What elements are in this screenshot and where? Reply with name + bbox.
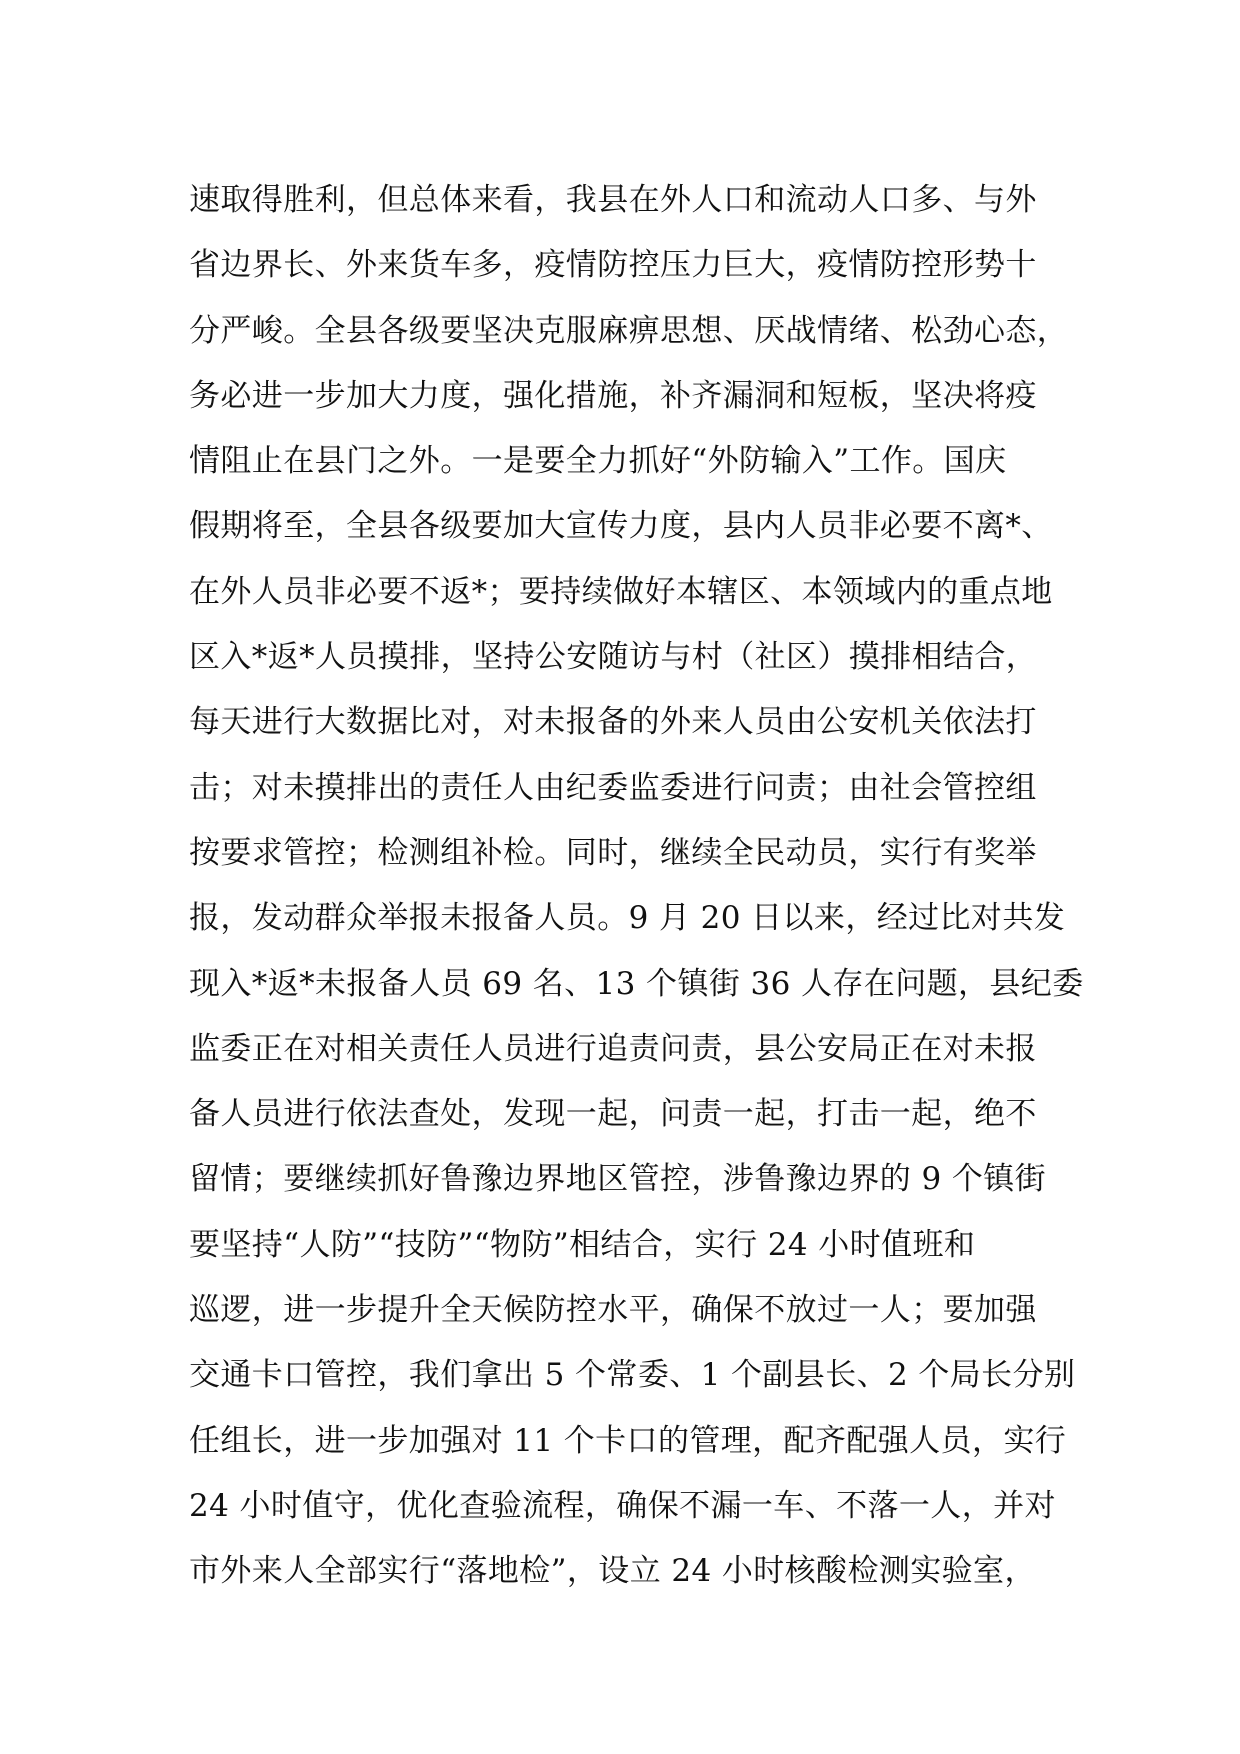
text-line-10: 击；对未摸排出的责任人由纪委监委进行问责；由社会管控组 [189,769,1037,806]
text-line-11: 按要求管控；检测组补检。同时，继续全民动员，实行有奖举 [189,834,1037,871]
text-line-15: 备人员进行依法查处，发现一起，问责一起，打击一起，绝不 [189,1096,1037,1133]
text-line-9: 每天进行大数据比对，对未报备的外来人员由公安机关依法打 [189,704,1037,741]
text-line-6: 假期将至，全县各级要加大宣传力度，县内人员非必要不离*、 [189,508,1053,545]
text-line-14: 监委正在对相关责任人员进行追责问责，县公安局正在对未报 [189,1030,1037,1067]
text-line-12: 报，发动群众举报未报备人员。9 月 20 日以来，经过比对共发 [189,900,1066,937]
text-line-8: 区入*返*人员摸排，坚持公安随访与村（社区）摸排相结合， [189,639,1038,676]
body-text [189,168,1089,1605]
text-line-4: 务必进一步加大力度，强化措施，补齐漏洞和短板，坚决将疫 [189,377,1037,414]
text-line-16: 留情；要继续抓好鲁豫边界地区管控，涉鲁豫边界的 9 个镇街 [189,1161,1047,1198]
text-line-18: 巡逻，进一步提升全天候防控水平，确保不放过一人；要加强 [189,1292,1037,1329]
text-line-5: 情阻止在县门之外。一是要全力抓好“外防输入”工作。国庆 [189,443,1007,480]
text-line-2: 省边界长、外来货车多，疫情防控压力巨大，疫情防控形势十 [189,247,1037,284]
text-line-7: 在外人员非必要不返*；要持续做好本辖区、本领域内的重点地 [189,573,1053,610]
text-line-19: 交通卡口管控，我们拿出 5 个常委、1 个副县长、2 个局长分别 [189,1357,1076,1394]
text-line-1: 速取得胜利，但总体来看，我县在外人口和流动人口多、与外 [189,182,1037,218]
text-line-3: 分严峻。全县各级要坚决克服麻痹思想、厌战情绪、松劲心态， [189,312,1069,349]
text-line-17: 要坚持“人防”“技防”“物防”相结合，实行 24 小时值班和 [189,1226,976,1263]
text-line-13: 现入*返*未报备人员 69 名、13 个镇街 36 人存在问题，县纪委 [189,965,1084,1002]
text-line-21: 24 小时值守，优化查验流程，确保不漏一车、不落一人，并对 [189,1487,1056,1524]
text-line-20: 任组长，进一步加强对 11 个卡口的管理，配齐配强人员，实行 [189,1422,1067,1459]
text-line-22: 市外来人全部实行“落地检”，设立 24 小时核酸检测实验室， [189,1553,1036,1590]
